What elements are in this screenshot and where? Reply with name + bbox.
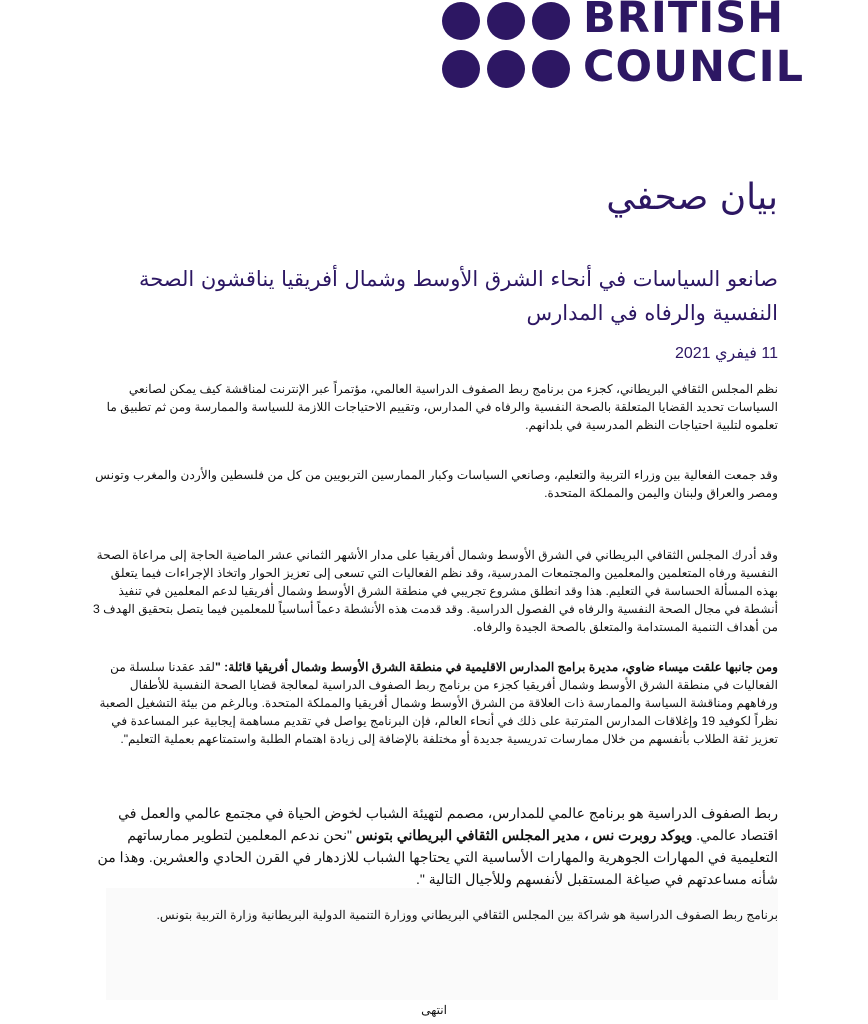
logo-dots-icon (440, 0, 572, 96)
logo-line-1: BRITISH (583, 0, 785, 43)
program-description: ربط الصفوف الدراسية هو برنامج عالمي للمدارس، مصمم لتهيئة الشباب لخوض الحياة في مجتمع عالمي والعمل في اقتصاد عالمي. (118, 805, 778, 843)
british-council-logo (440, 0, 804, 96)
paragraph-participants: وقد جمعت الفعالية بين وزراء التربية والتعليم، وصانعي السياسات وكبار الممارسين التربويين من كل من فلسطين والأردن والمغرب وتونس ومصر والعراق ولبنان واليمن والمملكة المتحدة. (95, 468, 778, 500)
paragraph-quote-robert (88, 802, 778, 890)
page-title: بيان صحفي (606, 177, 778, 218)
logo-wordmark (583, 0, 804, 92)
paragraph-partnership: برنامج ربط الصفوف الدراسية هو شراكة بين المجلس الثقافي البريطاني ووزارة التنمية الدولية البريطانية وزارة التربية بتونس. (156, 908, 778, 922)
shaded-box (106, 888, 778, 1000)
headline: صانعو السياسات في أنحاء الشرق الأوسط وشمال أفريقيا يناقشون الصحة النفسية والرفاه في المدارس (138, 267, 778, 325)
quote-text: لقد عقدنا سلسلة من الفعاليات في منطقة الشرق الأوسط وشمال أفريقيا كجزء من برنامج ربط الصفوف الدراسية لمعالجة قضايا الصحة النفسية للأطفال ورفاههم ومناقشة السياسة والممارسة ذات العلاقة من الشرق الأوسط وشمال أفريقيا والمملكة المتحدة. وبالرغم من بيئة التشغيل الصعبة نظراً لكوفيد 19 وإغلاقات المدارس المترتبة على ذلك في أنحاء العالم، فإن البرنامج يواصل في تقديم مساهمة إيجابية عبر المساعدة في تعزيز ثقة الطلاب بأنفسهم من خلال ممارسات تدريسية جديدة أو مختلفة بالإضافة إلى زيادة اهتمام الطلبة واستمتاعهم بعملية التعليم". (99, 660, 778, 746)
quote-speaker: ومن جانبها علقت ميساء ضاوي، مديرة برامج المدارس الاقليمية في منطقة الشرق الأوسط وشمال أفريقيا قائلة: " (214, 660, 778, 674)
paragraph-intro: نظم المجلس الثقافي البريطاني، كجزء من برنامج ربط الصفوف الدراسية العالمي، مؤتمراً عبر الإنترنت لمناقشة كيف يمكن لصانعي السياسات تحديد القضايا المتعلقة بالصحة النفسية والرفاه في المدارس، وتقييم الاحتياجات اللازمة للسياسة والممارسة ومن ثم تطبيق ما تعلموه لتلبية احتياجات النظم المدرسية في بلدانهم. (106, 382, 778, 432)
date: 11 فيفري 2021 (674, 345, 778, 362)
quote-text-robert: "نحن ندعم المعلمين لتطوير ممارساتهم التعليمية في المهارات الجوهرية والمهارات الأساسية التي يحتاجها الشباب للازدهار في القرن الحادي والعشرين. وهذا من شأنه مساعدتهم في صياغة المستقبل لأنفسهم وللأجيال التالية ". (97, 827, 778, 887)
paragraph-quote-maysa (88, 658, 778, 748)
logo-line-2: COUNCIL (583, 42, 804, 92)
paragraph-background: وقد أدرك المجلس الثقافي البريطاني في الشرق الأوسط وشمال أفريقيا على مدار الأشهر الثماني عشر الماضية الحاجة إلى مراعاة الصحة النفسية ورفاه المتعلمين والمعلمين والمجتمعات المدرسية، وقد نظم الفعاليات التي تسعى إلى تعزيز الحوار واتخاذ الإجراءات فيما يتعلق بهذه المسألة الحساسة في التعليم. هذا وقد انطلق مشروع تجريبي في منطقة الشرق الأوسط وشمال أفريقيا لدعم المعلمين في تنفيذ أنشطة في مجال الصحة النفسية والرفاه في الفصول الدراسية. وقد قدمت هذه الأنشطة دعماً أساسياً للمعلمين فيما يتصل بتحقيق الهدف 3 من أهداف التنمية المستدامة والمتعلق بالصحة الجيدة والرفاه. (93, 548, 778, 634)
end-marker: انتهى (421, 1003, 447, 1017)
quote-speaker-robert: ويوكد روبرت نس ، مدير المجلس الثقافي البريطاني بتونس (355, 827, 693, 843)
